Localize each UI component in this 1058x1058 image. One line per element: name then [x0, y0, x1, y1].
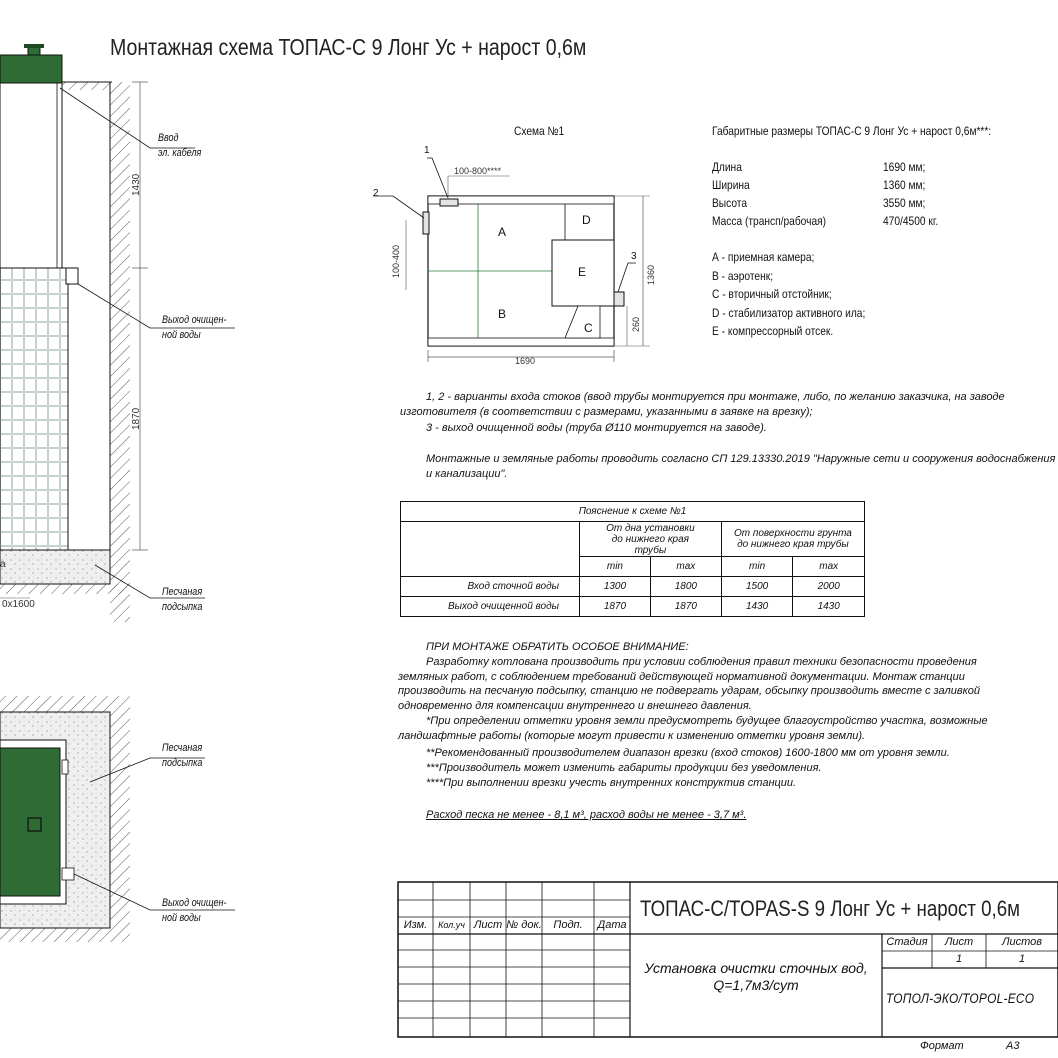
- plan-tank: [0, 748, 60, 896]
- sand-bed: [0, 550, 110, 584]
- stamp-col-podp: Подп.: [553, 919, 583, 931]
- scheme-label-3: 3: [631, 251, 637, 262]
- table-subheader: max: [793, 557, 865, 577]
- dimension-row: [712, 158, 926, 176]
- chamber-e-label: E: [578, 265, 587, 279]
- dim-pit: 0x1600: [2, 599, 35, 610]
- scheme-label-1: 1: [424, 145, 430, 156]
- table-cell: 2000: [793, 577, 865, 597]
- label-sand-bed-bottom: [162, 741, 211, 771]
- footnote-1: *При определении отметки уровня земли предусмотреть будущее благоустройство участка, возможные ландшафтные работы (которые могут привести к изменению отметки уровня земли).: [398, 715, 988, 742]
- stamp-stage-header: Стадия: [886, 936, 928, 948]
- dimension-name: Ширина: [712, 178, 750, 192]
- table-cell: 1870: [580, 597, 651, 617]
- tank-body: [0, 268, 68, 550]
- table-empty-header: [401, 522, 580, 577]
- legend-item: С - вторичный отстойник;: [712, 287, 832, 301]
- warnings-body: Разработку котлована производить при условии соблюдения правил техники безопасности проведения земляных работ, с соблюдением требований действующей нормативной документации. Монтаж станции производить на песчаную подсыпку, станцию не подвергать ударам, обсыпку производить вместе с заливкой одновременно для компенсации внутреннего и внешнего давления.: [398, 656, 981, 712]
- scheme-title: [514, 124, 573, 138]
- sand-bed-bottom-line1: Песчаная: [162, 742, 203, 754]
- stamp-sheet-value: 1: [955, 953, 963, 965]
- dim-260: 260: [631, 316, 641, 332]
- table-caption: Пояснение к схеме №1: [401, 502, 865, 522]
- stamp-sheet-header: Лист: [944, 936, 974, 948]
- table-subheader: max: [650, 557, 721, 577]
- label-cable-input: [158, 131, 211, 161]
- dim-1690: 1690: [515, 356, 536, 366]
- table-subheader: min: [721, 557, 793, 577]
- dimension-name: Длина: [712, 160, 742, 174]
- cable-input-line1: Ввод: [158, 132, 179, 144]
- chamber-a-label: A: [498, 225, 507, 239]
- format-label: Формат: [920, 1040, 964, 1052]
- legend-item: В - аэротенк;: [712, 268, 774, 283]
- stamp-company: [886, 990, 1058, 1006]
- stamp-main-title-text: ТОПАС-С/TOPAS-S 9 Лонг Ус + нарост 0,6м: [640, 896, 1021, 921]
- cable-input-line2: эл. кабеля: [158, 147, 202, 159]
- sand-bed-top-line2: подсыпка: [162, 601, 203, 613]
- chamber-b-label: B: [498, 307, 507, 321]
- stamp-sheets-value: 1: [1018, 953, 1026, 965]
- dimension-name: Масса (трансп/рабочая): [712, 214, 827, 228]
- stamp-description-line2: Q=1,7м3/сут: [713, 977, 799, 993]
- cut-mark: а: [0, 559, 6, 570]
- note-inlets: 1, 2 - варианты входа стоков (ввод трубы монтируется при монтаже, либо, по желанию заказчика, на заводе изготовителя (в соответствии с размерами, указанными в заявке на врезку);: [400, 391, 1005, 418]
- clean-output-top-line1: Выход очищен-: [162, 314, 227, 326]
- clean-output-bottom-line2: ной воды: [162, 912, 201, 924]
- table-row: [401, 597, 865, 617]
- dimension-row: [712, 176, 926, 194]
- dim-1360: 1360: [646, 264, 656, 285]
- sand-bed-top-line1: Песчаная: [162, 586, 203, 598]
- stamp-sheets-header: Листов: [1001, 936, 1043, 948]
- dimension-name: Высота: [712, 196, 748, 210]
- dimension-value: 3550 мм;: [883, 196, 926, 210]
- table-cell: 1870: [650, 597, 721, 617]
- scheme-explanation-table: [400, 501, 865, 617]
- dim-1430: 1430: [131, 173, 142, 196]
- chamber-d-label: D: [582, 213, 591, 227]
- dimensions-header-text: Габаритные размеры ТОПАС-С 9 Лонг Ус + нарост 0,6м***:: [712, 124, 992, 138]
- stamp-col-list: Лист: [473, 919, 503, 931]
- dimension-value: 1360 мм;: [883, 178, 926, 192]
- dimension-row: [712, 194, 926, 212]
- stamp-description: [630, 960, 882, 994]
- scheme-label-2: 2: [373, 188, 379, 199]
- dimensions-list: [712, 158, 939, 230]
- clean-output-bottom-line1: Выход очищен-: [162, 897, 227, 909]
- table-row: [401, 577, 865, 597]
- stamp-col-izm: Изм.: [403, 919, 428, 931]
- dim-100-800: 100-800****: [454, 166, 502, 176]
- footnote-2: **Рекомендованный производителем диапазон врезки (вход стоков) 1600-1800 мм от уровня земли.: [426, 747, 950, 759]
- outlet-pipe: [66, 268, 78, 284]
- table-group-header-bottom: От дна установки до нижнего края трубы: [580, 522, 722, 557]
- scheme-1: [373, 158, 650, 362]
- page-title: [110, 34, 670, 61]
- footnote-3: ***Производитель может изменить габариты продукции без уведомления.: [426, 762, 822, 774]
- table-cell: 1430: [793, 597, 865, 617]
- legend-item: D - стабилизатор активного ила;: [712, 305, 866, 320]
- legend-item: А - приемная камера;: [712, 250, 815, 264]
- stamp-description-line1: Установка очистки сточных вод,: [644, 960, 868, 976]
- table-subheader: min: [580, 557, 651, 577]
- legend-item: Е - компрессорный отсек.: [712, 324, 834, 338]
- label-clean-water-output-top: [162, 313, 241, 343]
- table-cell: 1430: [721, 597, 793, 617]
- dimensions-header: [712, 122, 1040, 140]
- page-title-text: Монтажная схема ТОПАС-С 9 Лонг Ус + нарост 0,6м: [110, 34, 587, 60]
- scheme-title-text: Схема №1: [514, 124, 565, 138]
- dimension-value: 1690 мм;: [883, 160, 926, 174]
- sand-water-consumption: Расход песка не менее - 8,1 м³, расход воды не менее - 3,7 м³.: [426, 809, 747, 821]
- table-cell: 1800: [650, 577, 721, 597]
- stamp-col-data: Дата: [597, 919, 627, 931]
- table-cell: 1300: [580, 577, 651, 597]
- stamp-main-title: [640, 896, 1058, 922]
- stamp-col-kolvo: Кол.уч: [438, 920, 465, 930]
- pit-wall-hatch: [110, 82, 130, 622]
- chamber-c-label: C: [584, 321, 593, 335]
- sand-bed-bottom-line2: подсыпка: [162, 757, 203, 769]
- tank-neck: [0, 55, 62, 83]
- dim-100-400: 100-400: [391, 244, 401, 278]
- label-clean-water-output-bottom: [162, 896, 241, 926]
- warnings-header: ПРИ МОНТАЖЕ ОБРАТИТЬ ОСОБОЕ ВНИМАНИЕ:: [426, 641, 689, 653]
- dimension-row: [712, 212, 939, 230]
- format-value: А3: [1006, 1040, 1020, 1052]
- dim-1870: 1870: [131, 407, 142, 430]
- table-cell: 1500: [721, 577, 793, 597]
- label-sand-bed-top: [162, 585, 211, 615]
- clean-output-top-line2: ной воды: [162, 329, 201, 341]
- footnote-4: ****При выполнении врезки учесть внутренних конструктив станции.: [426, 777, 797, 789]
- table-group-header-surface: От поверхности грунта до нижнего края трубы: [721, 522, 864, 557]
- table-row-name: Выход очищенной воды: [401, 597, 580, 617]
- chamber-legend: [712, 248, 892, 341]
- stamp-company-text: ТОПОЛ-ЭКО/TOPOL-ECO: [886, 990, 1035, 1006]
- table-row-name: Вход сточной воды: [401, 577, 580, 597]
- dimension-value: 470/4500 кг.: [883, 214, 939, 228]
- note-outlet: 3 - выход очищенной воды (труба Ø110 монтируется на заводе).: [426, 422, 767, 434]
- stamp-col-doc: № док.: [506, 919, 542, 931]
- note-standard: Монтажные и земляные работы проводить согласно СП 129.13330.2019 "Наружные сети и сооружения водоснабжения и канализации".: [426, 453, 1056, 480]
